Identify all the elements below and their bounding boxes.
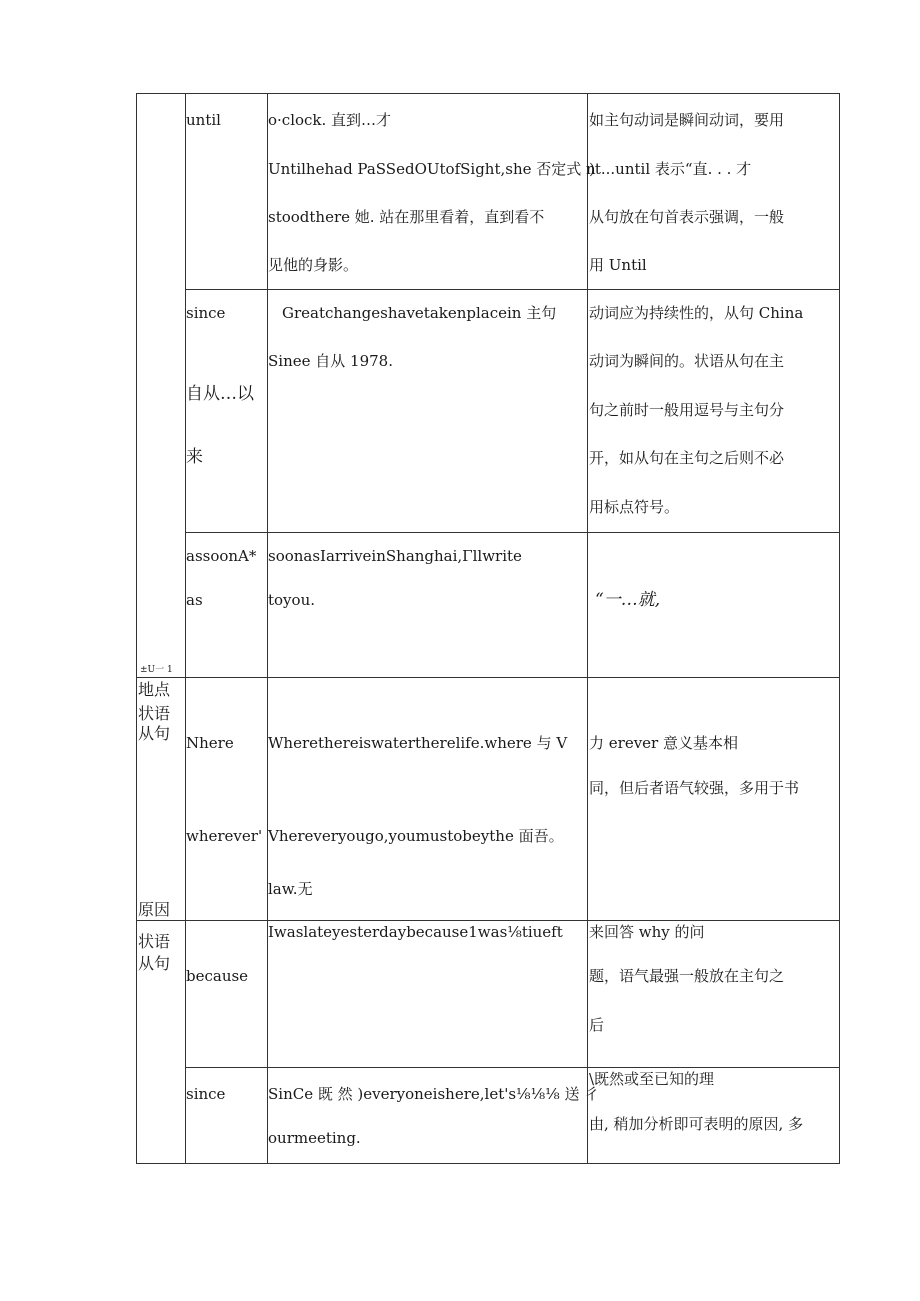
category-reason-line: 状语 [138,932,171,951]
example-line: law.无 [268,880,313,898]
note-line: 用 Until [589,256,647,274]
example-line: Vhereveryougo,youmustobeythe 面吾。 [268,827,564,845]
category-place-line: 从句 [138,724,171,743]
conjunction-cell: since [186,1085,226,1103]
note-line: 从句放在句首表示强调，一般 [589,208,785,226]
example-line: Wherethereiswatertherelife.where 与 V [268,734,568,752]
example-line: Untilhehad PaSSedOUtofSight,she 否定式 n [268,160,596,178]
note-line: 由, 稍加分析即可表明的原因, 多 [589,1115,804,1133]
conjunction-cell: because [186,967,249,985]
example-line: soonasIarriveinShanghai,Γllwrite [268,547,522,565]
grammar-table [136,93,840,1164]
row-divider [137,677,839,678]
note-line: \既然或至已知的理 [589,1070,715,1088]
column-divider [185,94,186,1163]
example-line: Greatchangeshavetakenplacein 主句 [282,304,557,322]
conjunction-cell: 自从…以 [186,384,254,404]
category-place-line: 地点 [138,680,171,699]
example-line: stoodthere 她. 站在那里看着，直到看不 [268,208,545,226]
conjunction-cell: assoonA* [186,547,257,565]
note-line: 力 erever 意义基本相 [589,734,738,752]
note-line: )t...until 表示“直. . . 才 [589,160,752,178]
example-line: Iwaslateyesterdaybecause1was⅛tiueft [268,923,563,941]
note-line: 如主句动词是瞬间动词，要用 [589,111,785,129]
category-reason-line: 从句 [138,954,171,973]
column-divider [587,94,588,1163]
note-line: 句之前时一般用逗号与主句分 [589,401,785,419]
category-time-tag: ±U一 1 [140,665,173,675]
example-line: ourmeeting. [268,1129,361,1147]
note-line: 动词应为持续性的，从句 China [589,304,804,322]
row-divider [185,1067,839,1068]
category-place-line: 状语 [138,704,171,723]
example-line: Sinee 自从 1978. [268,352,393,370]
note-line: 开，如从句在主句之后则不必 [589,449,785,467]
note-line: 题，语气最强一般放在主句之 [589,967,785,985]
note-line: 动词为瞬间的。状语从句在主 [589,352,785,370]
conjunction-cell: until [186,111,221,129]
note-line: 用标点符号。 [589,498,680,516]
conjunction-cell: since [186,304,226,322]
conjunction-cell: as [186,591,203,609]
conjunction-cell: Nhere [186,734,234,752]
note-line: 后 [589,1016,605,1034]
row-divider [185,532,839,533]
conjunction-cell: 来 [186,447,203,467]
row-divider [185,289,839,290]
note-line: 来回答 why 的问 [589,923,705,941]
example-line: SinCe 既 然 )everyoneishere,let's⅛⅛⅛ 送 彳 [268,1085,600,1103]
conjunction-cell: wherever' [186,827,263,845]
example-line: o·clock. 直到…才 [268,111,392,129]
row-divider [137,920,839,921]
note-line: “一…就, [595,590,661,610]
category-reason-line: 原因 [138,900,171,919]
note-line: 同，但后者语气较强，多用于书 [589,779,800,797]
example-line: toyou. [268,591,315,609]
example-line: 见他的身影。 [268,256,359,274]
